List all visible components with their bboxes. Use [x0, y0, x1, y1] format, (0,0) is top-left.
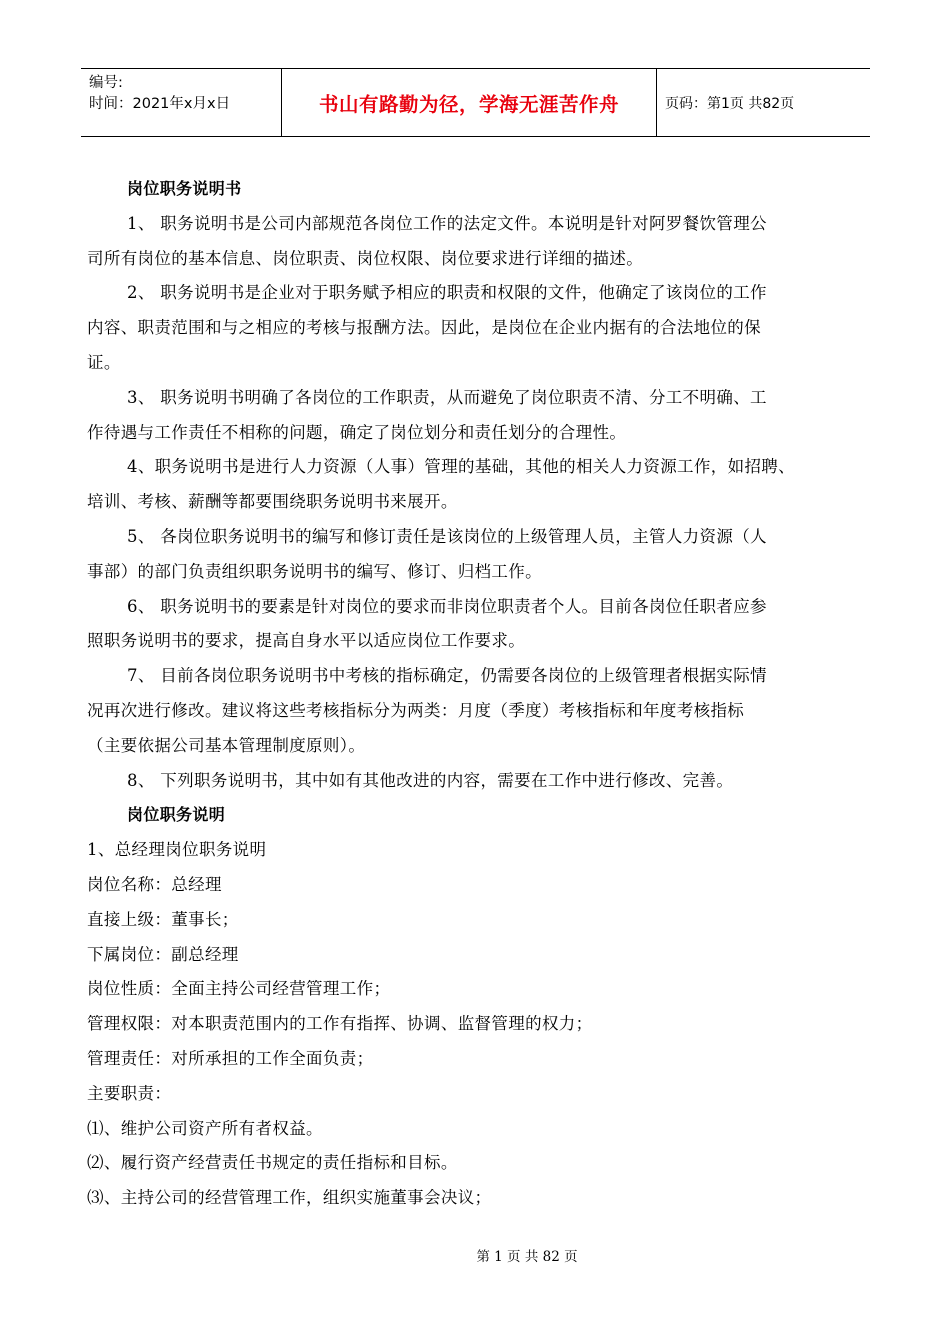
detail-line: 直接上级：董事长；	[87, 909, 239, 929]
detail-line: ⑴、维护公司资产所有者权益。	[87, 1118, 323, 1138]
paragraph-line: 事部）的部门负责组织职务说明书的编写、修订、归档工作。	[87, 561, 542, 581]
detail-line: ⑵、履行资产经营责任书规定的责任指标和目标。	[87, 1153, 458, 1173]
document-time: 时间：2021年x月x日	[89, 96, 231, 112]
detail-line: 下属岗位：副总经理	[87, 944, 239, 964]
detail-line: 岗位性质：全面主持公司经营管理工作；	[87, 979, 391, 999]
header-motto-cell	[281, 69, 657, 136]
paragraph-line: 培训、考核、薪酬等都要围绕职务说明书来展开。	[87, 492, 458, 512]
header-page-info: 页码：第1页 共82页	[665, 95, 795, 112]
paragraph-line: 1、 职务说明书是公司内部规范各岗位工作的法定文件。本说明是针对阿罗餐饮管理公	[127, 213, 767, 233]
header-page-info-cell	[657, 69, 870, 136]
page-header	[81, 68, 870, 137]
document-number-label: 编号:	[89, 75, 123, 91]
paragraph-line: 4、职务说明书是进行人力资源（人事）管理的基础，其他的相关人力资源工作，如招聘、	[127, 457, 795, 477]
paragraph-line: 况再次进行修改。建议将这些考核指标分为两类：月度（季度）考核指标和年度考核指标	[87, 700, 745, 720]
detail-line: 主要职责：	[87, 1083, 172, 1103]
header-meta	[81, 69, 281, 136]
paragraph-line: 司所有岗位的基本信息、岗位职责、岗位权限、岗位要求进行详细的描述。	[87, 248, 644, 268]
paragraph-line: （主要依据公司基本管理制度原则）。	[87, 735, 366, 755]
header-motto: 书山有路勤为径，学海无涯苦作舟	[318, 92, 619, 116]
paragraph-line: 7、 目前各岗位职务说明书中考核的指标确定，仍需要各岗位的上级管理者根据实际情	[127, 666, 767, 686]
detail-line: 管理权限：对本职责范围内的工作有指挥、协调、监督管理的权力；	[87, 1014, 593, 1034]
section-title: 岗位职务说明	[127, 805, 226, 825]
detail-line: 管理责任：对所承担的工作全面负责；	[87, 1048, 374, 1068]
footer-page-number: 第 1 页 共 82 页	[476, 1249, 578, 1265]
paragraph-line: 5、 各岗位职务说明书的编写和修订责任是该岗位的上级管理人员，主管人力资源（人	[127, 526, 767, 546]
paragraph-line: 6、 职务说明书的要素是针对岗位的要求而非岗位职责者个人。目前各岗位任职者应参	[127, 596, 767, 616]
paragraph-line: 作待遇与工作责任不相称的问题，确定了岗位划分和责任划分的合理性。	[87, 422, 627, 442]
paragraph-line: 8、 下列职务说明书，其中如有其他改进的内容，需要在工作中进行修改、完善。	[127, 770, 734, 790]
detail-line: 1、总经理岗位职务说明	[87, 840, 267, 860]
paragraph-line: 2、 职务说明书是企业对于职务赋予相应的职责和权限的文件，他确定了该岗位的工作	[127, 283, 767, 303]
page-footer	[0, 1245, 950, 1265]
document-body	[87, 172, 865, 1216]
detail-line: ⑶、主持公司的经营管理工作，组织实施董事会决议；	[87, 1188, 492, 1208]
paragraph-line: 证。	[87, 352, 121, 372]
section-title: 岗位职务说明书	[127, 179, 242, 198]
paragraph-line: 3、 职务说明书明确了各岗位的工作职责，从而避免了岗位职责不清、分工不明确、工	[127, 387, 767, 407]
detail-line: 岗位名称：总经理	[87, 874, 222, 894]
paragraph-line: 内容、职责范围和与之相应的考核与报酬方法。因此，是岗位在企业内据有的合法地位的保	[87, 318, 761, 338]
paragraph-line: 照职务说明书的要求，提高自身水平以适应岗位工作要求。	[87, 631, 526, 651]
